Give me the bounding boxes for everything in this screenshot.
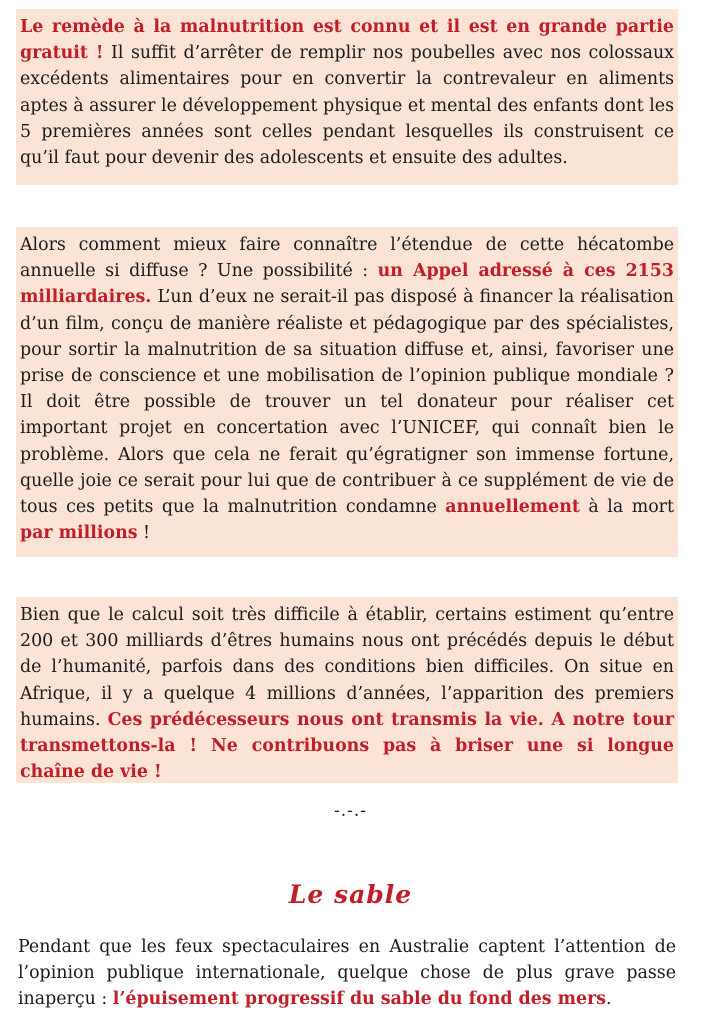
emphasis-sand-depletion: l’épuisement progressif du sable du fond des mers bbox=[112, 989, 607, 1010]
paragraph-text: Alors comment mieux faire connaître l’étendue de cette hécatombe annuelle si diffuse ? Une possibilité : bbox=[20, 235, 674, 282]
paragraph-text: à la mort bbox=[579, 497, 674, 518]
emphasis-appeal: un Appel adressé à ces 2153 milliardaires. bbox=[20, 261, 674, 308]
emphasis-lead: Le remède à la malnutrition est connu et il est en grande partie gratuit ! bbox=[20, 17, 674, 64]
section-separator: -.-.- bbox=[333, 801, 368, 821]
paragraph-text: ! bbox=[137, 523, 151, 544]
paragraph-end: . bbox=[606, 989, 612, 1010]
highlight-paragraph-remedy bbox=[16, 9, 678, 185]
paragraph-text: Bien que le calcul soit très difficile à établir, certains estiment qu’entre 200 et 300 milliards d’êtres humains nous ont précédés depuis le début de l’humanité, parfois dans des conditions bien difficiles. On situe en Afrique, il y a quelque 4 millions d’années, l’apparition des premiers humains. bbox=[20, 605, 674, 730]
highlight-paragraph-appeal bbox=[16, 227, 678, 557]
emphasis-chain-of-life: Ces prédécesseurs nous ont transmis la vie. A notre tour transmettons-la ! Ne contribuons pas à briser une si longue chaîne de vie ! bbox=[20, 709, 674, 783]
emphasis-millions: par millions bbox=[20, 523, 138, 544]
paragraph-text: Pendant que les feux spectaculaires en Australie captent l’attention de l’opinion publique internationale, quelque chose de plus grave passe inaperçu : bbox=[18, 937, 676, 1010]
emphasis-annually: annuellement bbox=[445, 497, 580, 518]
highlight-paragraph-ancestors bbox=[16, 597, 678, 783]
paragraph-text: Il suffit d’arrêter de remplir nos poubelles avec nos colossaux excédents alimentaires pour en convertir la contrevaleur en aliments aptes à assurer le développement physique et mental des enfants dont les 5 premières années sont celles pendant lesquelles ils construisent ce qu’il faut pour devenir des adolescents et ensuite des adultes. bbox=[20, 43, 674, 169]
paragraph-sand bbox=[18, 934, 676, 1013]
paragraph-text: L’un d’eux ne serait-il pas disposé à financer la réalisation d’un film, conçu de manière réaliste et pédagogique par des spécialistes, pour sortir la malnutrition de sa situation diffuse et, ainsi, favoriser une prise de conscience et une mobilisation de l’opinion publique mondiale ? Il doit être possible de trouver un tel donateur pour réaliser cet important projet en concertation avec l’UNICEF, qui connaît bien le problème. Alors que cela ne ferait qu’égratigner son immense fortune, quelle joie ce serait pour lui que de contribuer à ce supplément de vie de tous ces petits que la malnutrition condamne bbox=[20, 287, 674, 518]
section-title: Le sable bbox=[288, 880, 413, 909]
